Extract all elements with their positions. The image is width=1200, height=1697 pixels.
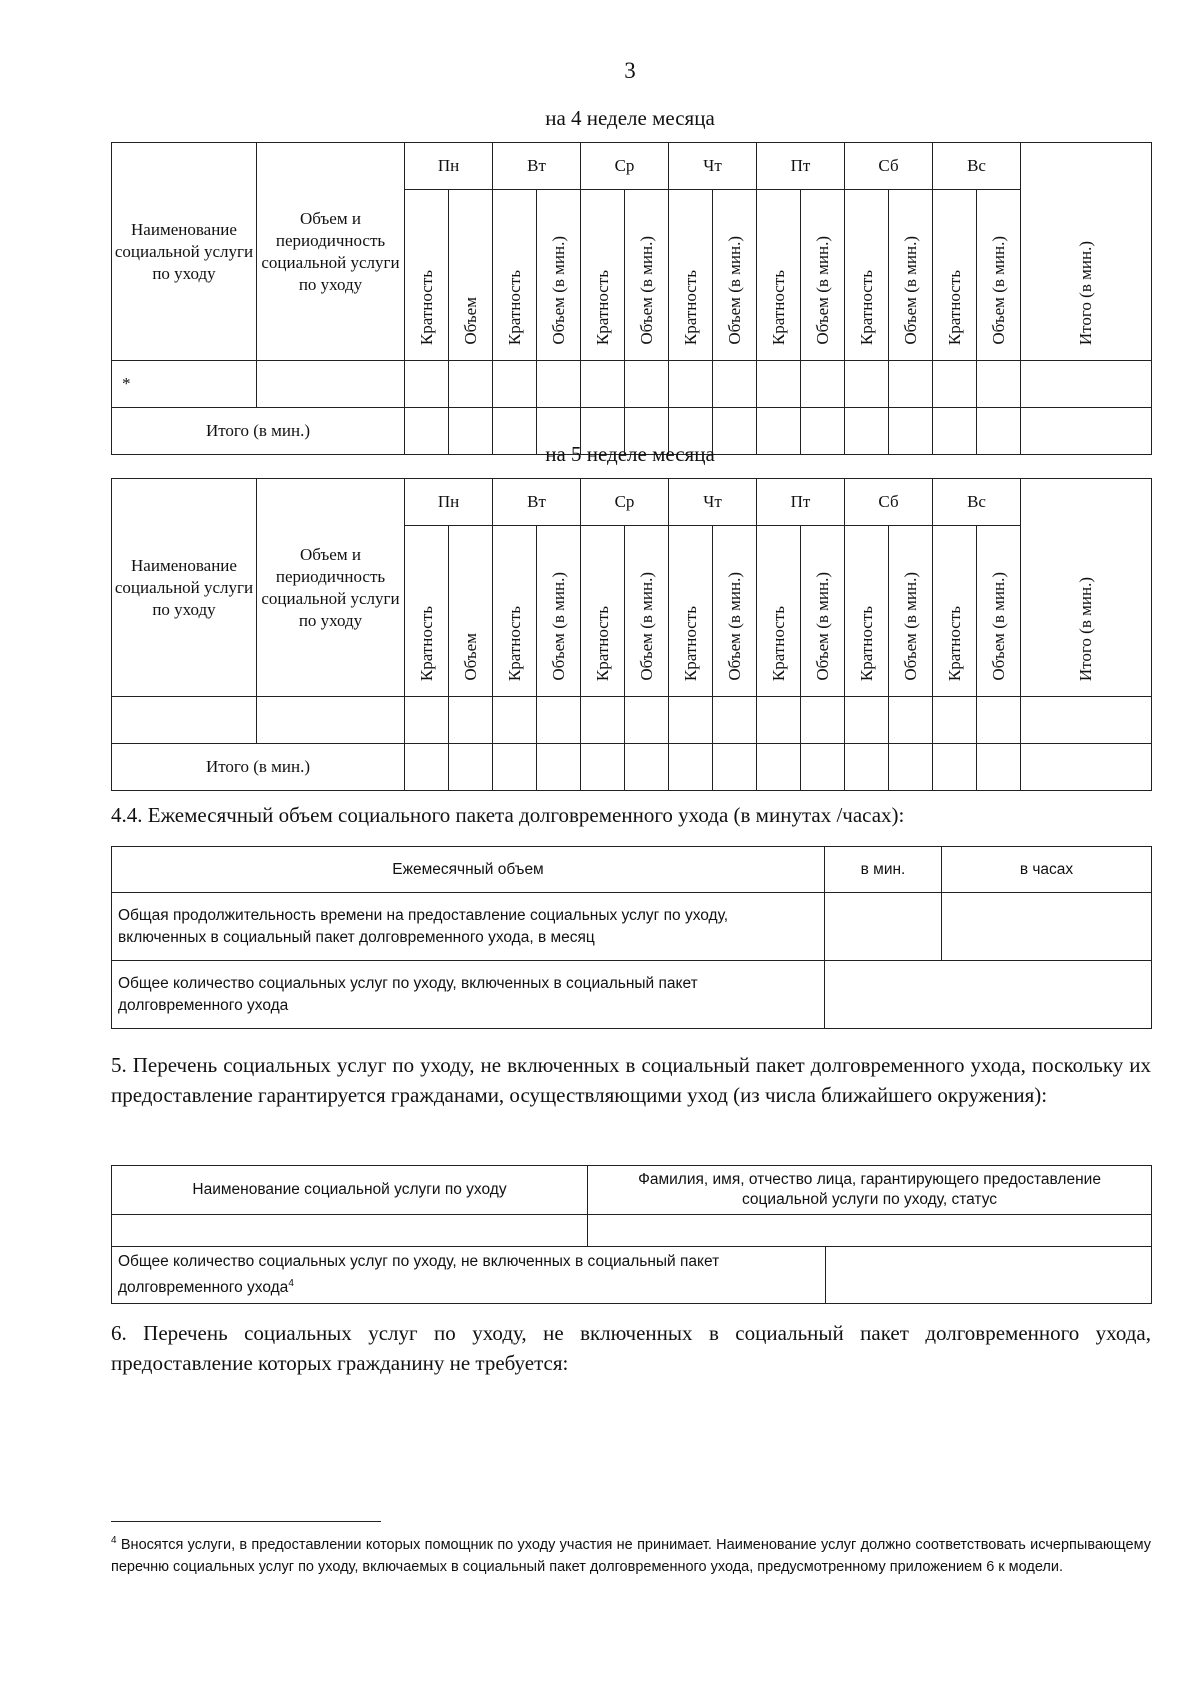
footnote-mark: 4 bbox=[111, 1535, 117, 1546]
col-monthly-volume: Ежемесячный объем bbox=[112, 847, 825, 893]
col-service-name: Наименование социальной услуги по уходу bbox=[112, 1166, 588, 1215]
day-header: Вс bbox=[933, 479, 1021, 526]
day-header: Вт bbox=[493, 143, 581, 190]
cell-empty bbox=[889, 744, 933, 791]
sub-frequency: Кратность bbox=[669, 526, 713, 697]
cell-empty bbox=[112, 1215, 588, 1247]
week4-schedule-table bbox=[111, 142, 1152, 455]
cell-empty bbox=[825, 961, 1152, 1029]
row-excluded-total: Общее количество социальных услуг по уходу, не включенных в социальный пакет долговременного ухода$^4$ bbox=[112, 1247, 826, 1304]
cell-empty bbox=[537, 361, 581, 408]
cell-empty bbox=[537, 744, 581, 791]
day-header: Вс bbox=[933, 143, 1021, 190]
cell-empty bbox=[942, 893, 1152, 961]
cell-empty bbox=[669, 744, 713, 791]
col-volume-period: Объем и периодичность социальной услуги по уходу bbox=[257, 479, 405, 697]
sub-frequency: Кратность bbox=[493, 526, 537, 697]
cell-empty bbox=[889, 697, 933, 744]
sub-volume: Объем (в мин.) bbox=[889, 526, 933, 697]
day-header: Вт bbox=[493, 479, 581, 526]
cell-empty bbox=[669, 361, 713, 408]
cell-empty bbox=[826, 1247, 1152, 1304]
day-header: Чт bbox=[669, 143, 757, 190]
sub-frequency: Кратность bbox=[405, 190, 449, 361]
cell-empty bbox=[845, 744, 889, 791]
section-6-heading: 6. Перечень социальных услуг по уходу, не включенных в социальный пакет долговременного ухода, предоставление которых гражданину не требуется: bbox=[111, 1321, 1151, 1375]
day-header: Пт bbox=[757, 143, 845, 190]
sub-volume: Объем (в мин.) bbox=[625, 526, 669, 697]
cell-empty bbox=[405, 361, 449, 408]
cell-empty bbox=[405, 744, 449, 791]
cell-empty bbox=[801, 361, 845, 408]
cell-empty bbox=[1021, 697, 1152, 744]
col-volume-period: Объем и периодичность социальной услуги по уходу bbox=[257, 143, 405, 361]
cell-empty bbox=[933, 697, 977, 744]
sub-frequency: Кратность bbox=[933, 190, 977, 361]
cell-empty bbox=[933, 361, 977, 408]
sub-frequency: Кратность bbox=[757, 526, 801, 697]
cell-empty bbox=[112, 697, 257, 744]
sub-frequency: Кратность bbox=[845, 526, 889, 697]
day-header: Чт bbox=[669, 479, 757, 526]
footnote-ref: 4 bbox=[288, 1278, 294, 1289]
sub-volume: Объем bbox=[449, 190, 493, 361]
cell-empty bbox=[1021, 744, 1152, 791]
section-5-heading: 5. Перечень социальных услуг по уходу, не включенных в социальный пакет долговременного ухода, поскольку их предоставление гарантируется гражданами, осуществляющими уход (из числа ближайшего окружения): bbox=[111, 1053, 1151, 1107]
cell-empty bbox=[449, 361, 493, 408]
row-total-duration: Общая продолжительность времени на предоставление социальных услуг по уходу, включенных в социальный пакет долговременного ухода, в месяц bbox=[112, 893, 825, 961]
sub-volume: Объем (в мин.) bbox=[801, 190, 845, 361]
sub-frequency: Кратность bbox=[405, 526, 449, 697]
cell-empty bbox=[257, 697, 405, 744]
sub-volume: Объем (в мин.) bbox=[713, 190, 757, 361]
cell-empty bbox=[757, 697, 801, 744]
cell-empty bbox=[449, 697, 493, 744]
cell-empty bbox=[845, 697, 889, 744]
cell-empty bbox=[977, 361, 1021, 408]
cell-empty bbox=[713, 361, 757, 408]
day-header: Сб bbox=[845, 143, 933, 190]
day-header: Ср bbox=[581, 143, 669, 190]
sub-frequency: Кратность bbox=[581, 526, 625, 697]
cell-empty bbox=[757, 361, 801, 408]
cell-empty bbox=[889, 361, 933, 408]
sub-volume: Объем bbox=[449, 526, 493, 697]
cell-empty bbox=[405, 697, 449, 744]
sub-volume: Объем (в мин.) bbox=[977, 190, 1021, 361]
day-header: Пн bbox=[405, 143, 493, 190]
col-total: Итого (в мин.) bbox=[1021, 143, 1152, 361]
row-marker: * bbox=[112, 361, 257, 408]
week5-schedule-table bbox=[111, 478, 1152, 791]
sub-frequency: Кратность bbox=[581, 190, 625, 361]
sub-volume: Объем (в мин.) bbox=[537, 190, 581, 361]
cell-empty bbox=[493, 361, 537, 408]
cell-empty bbox=[977, 697, 1021, 744]
day-header: Пн bbox=[405, 479, 493, 526]
cell-empty bbox=[825, 893, 942, 961]
day-header: Сб bbox=[845, 479, 933, 526]
sub-frequency: Кратность bbox=[933, 526, 977, 697]
week4-caption: на 4 неделе месяца bbox=[545, 106, 715, 130]
total-label: Итого (в мин.) bbox=[112, 408, 405, 455]
section-4-4-heading: 4.4. Ежемесячный объем социального пакета долговременного ухода (в минутах /часах): bbox=[111, 803, 905, 827]
col-guarantor: Фамилия, имя, отчество лица, гарантирующего предоставление социальной услуги по уходу, статус bbox=[588, 1166, 1152, 1215]
cell-empty bbox=[625, 697, 669, 744]
day-header: Ср bbox=[581, 479, 669, 526]
cell-empty bbox=[588, 1215, 1152, 1247]
col-minutes: в мин. bbox=[825, 847, 942, 893]
sub-frequency: Кратность bbox=[669, 190, 713, 361]
cell-empty bbox=[581, 744, 625, 791]
cell-empty bbox=[713, 697, 757, 744]
cell-empty bbox=[801, 697, 845, 744]
footnote-divider bbox=[111, 1521, 381, 1522]
sub-frequency: Кратность bbox=[493, 190, 537, 361]
row-total-count: Общее количество социальных услуг по уходу, включенных в социальный пакет долговременного ухода bbox=[112, 961, 825, 1029]
cell-empty bbox=[757, 744, 801, 791]
cell-empty bbox=[625, 744, 669, 791]
col-service-name: Наименование социальной услуги по уходу bbox=[112, 479, 257, 697]
cell-empty bbox=[1021, 361, 1152, 408]
cell-empty bbox=[493, 697, 537, 744]
sub-frequency: Кратность bbox=[845, 190, 889, 361]
monthly-volume-table bbox=[111, 846, 1152, 1029]
col-hours: в часах bbox=[942, 847, 1152, 893]
cell-empty bbox=[257, 361, 405, 408]
sub-volume: Объем (в мин.) bbox=[889, 190, 933, 361]
cell-empty bbox=[933, 744, 977, 791]
col-total: Итого (в мин.) bbox=[1021, 479, 1152, 697]
cell-empty bbox=[581, 697, 625, 744]
sub-volume: Объем (в мин.) bbox=[977, 526, 1021, 697]
cell-empty bbox=[669, 697, 713, 744]
cell-empty bbox=[801, 744, 845, 791]
cell-empty bbox=[977, 744, 1021, 791]
day-header: Пт bbox=[757, 479, 845, 526]
cell-empty bbox=[493, 744, 537, 791]
sub-volume: Объем (в мин.) bbox=[625, 190, 669, 361]
sub-volume: Объем (в мин.) bbox=[537, 526, 581, 697]
cell-empty bbox=[537, 697, 581, 744]
footnote: $^4$ Вносятся услуги, в предоставлении которых помощник по уходу участия не принимает. Наименование услуг должно соответствовать исчерпывающему перечню социальных услуг по уходу, включаемых в социальный пакет долговременного ухода, предусмотренному приложением 6 к модели. bbox=[111, 1535, 1152, 1575]
total-label: Итого (в мин.) bbox=[112, 744, 405, 791]
week5-caption: на 5 неделе месяца bbox=[545, 442, 715, 466]
cell-empty bbox=[581, 361, 625, 408]
cell-empty bbox=[713, 744, 757, 791]
cell-empty bbox=[449, 744, 493, 791]
excluded-services-table bbox=[111, 1165, 1152, 1304]
cell-empty bbox=[845, 361, 889, 408]
cell-empty bbox=[625, 361, 669, 408]
page-number: 3 bbox=[624, 58, 636, 83]
col-service-name: Наименование социальной услуги по уходу bbox=[112, 143, 257, 361]
sub-volume: Объем (в мин.) bbox=[801, 526, 845, 697]
sub-volume: Объем (в мин.) bbox=[713, 526, 757, 697]
sub-frequency: Кратность bbox=[757, 190, 801, 361]
